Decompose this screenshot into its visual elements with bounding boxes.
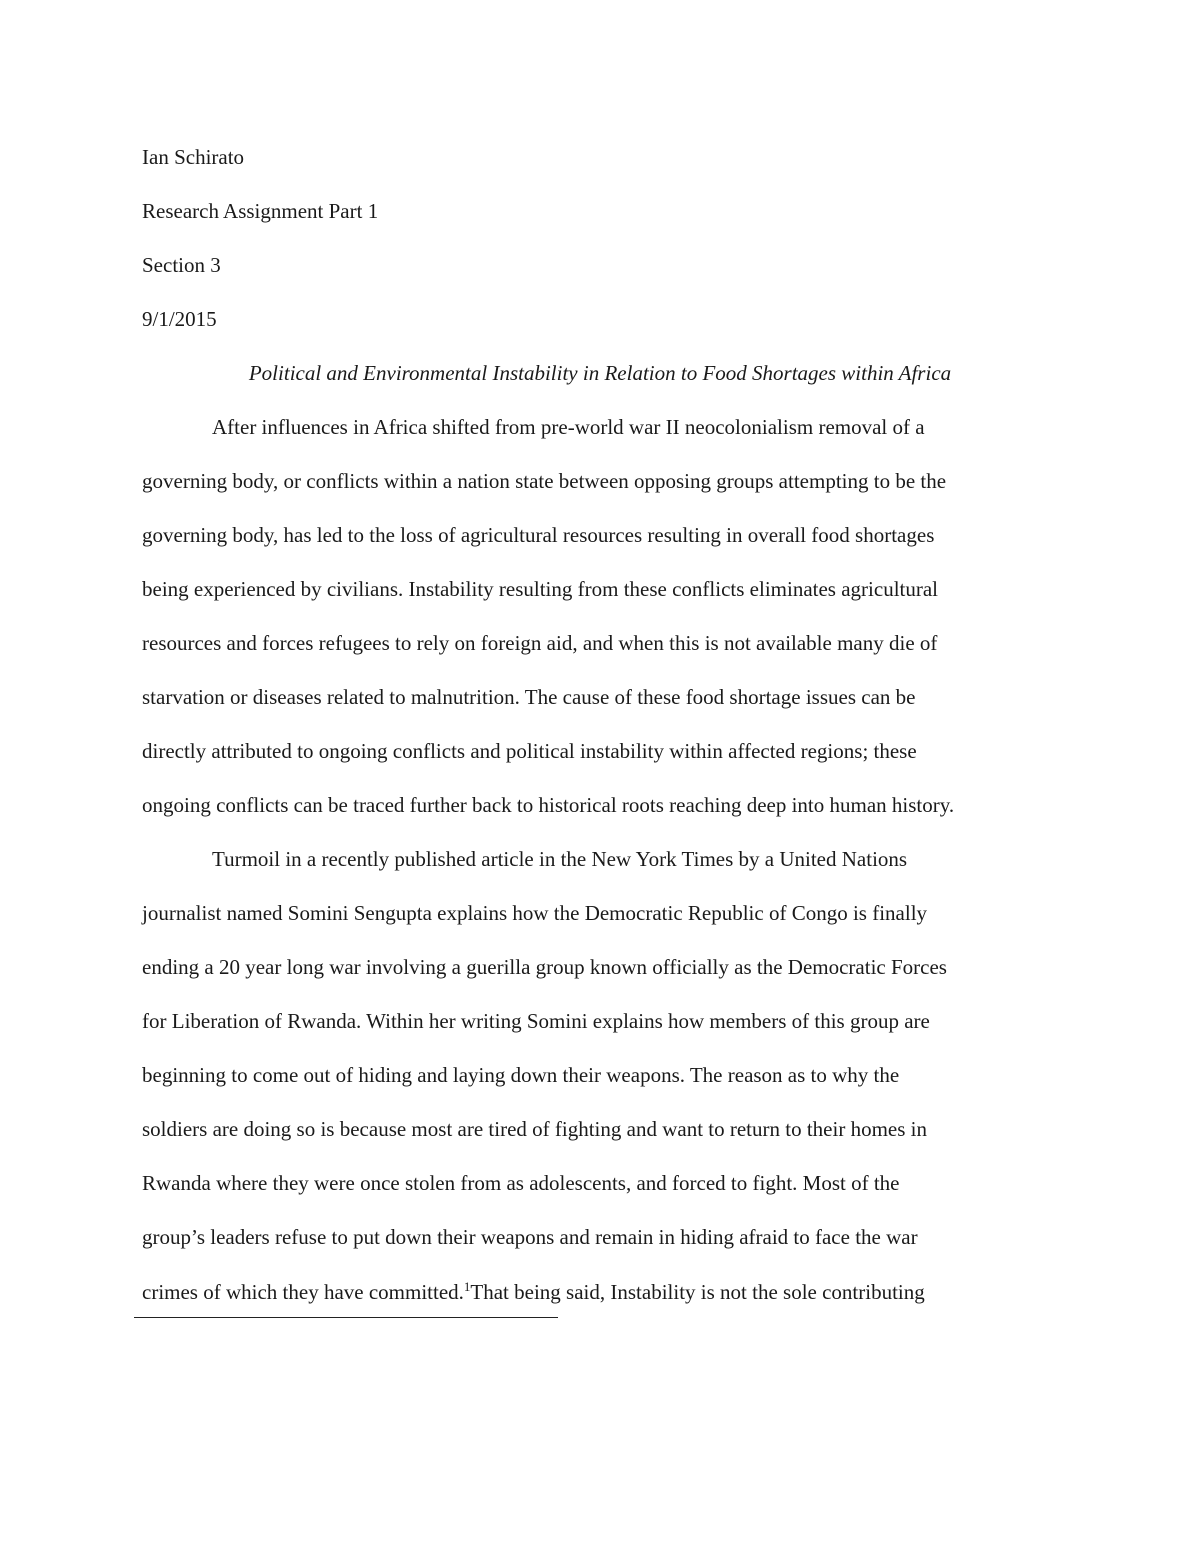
essay-title: Political and Environmental Instability in Relation to Food Shortages within Africa — [248, 361, 952, 385]
paragraph-line: Rwanda where they were once stolen from as adolescents, and forced to fight. Most of the — [142, 1171, 900, 1195]
paragraph-line: beginning to come out of hiding and laying down their weapons. The reason as to why the — [142, 1063, 900, 1087]
assignment-date: 9/1/2015 — [142, 307, 217, 331]
paragraph-line: group’s leaders refuse to put down their weapons and remain in hiding afraid to face the war — [142, 1225, 918, 1249]
paragraph-line: ending a 20 year long war involving a guerilla group known officially as the Democratic Forces — [142, 955, 947, 979]
paragraph-line: Turmoil in a recently published article in the New York Times by a United Nations — [212, 847, 908, 871]
paragraph-line-with-footnote — [142, 1279, 925, 1305]
paragraph-line: soldiers are doing so is because most are tired of fighting and want to return to their homes in — [142, 1117, 927, 1141]
paragraph-line: being experienced by civilians. Instability resulting from these conflicts eliminates agricultural — [142, 577, 939, 601]
assignment-title: Research Assignment Part 1 — [142, 199, 379, 223]
paragraph-line: ongoing conflicts can be traced further back to historical roots reaching deep into human history. — [142, 793, 955, 817]
paragraph-line: governing body, has led to the loss of agricultural resources resulting in overall food shortages — [142, 523, 935, 547]
paragraph-line: for Liberation of Rwanda. Within her writing Somini explains how members of this group are — [142, 1009, 930, 1033]
footnote-separator — [134, 1317, 558, 1318]
line-text-after: That being said, Instability is not the sole contributing — [470, 1280, 925, 1304]
footnote-reference[interactable]: 1 — [463, 1279, 471, 1294]
paragraph-line: After influences in Africa shifted from pre-world war II neocolonialism removal of a — [212, 415, 925, 439]
paragraph-line: starvation or diseases related to malnutrition. The cause of these food shortage issues can be — [142, 685, 916, 709]
author-name: Ian Schirato — [142, 145, 245, 169]
paragraph-line: governing body, or conflicts within a nation state between opposing groups attempting to be the — [142, 469, 947, 493]
paragraph-line: resources and forces refugees to rely on foreign aid, and when this is not available many die of — [142, 631, 938, 655]
paragraph-line: directly attributed to ongoing conflicts and political instability within affected regions; these — [142, 739, 917, 763]
paragraph-line: journalist named Somini Sengupta explains how the Democratic Republic of Congo is finally — [142, 901, 928, 925]
line-text-before: crimes of which they have committed. — [142, 1280, 464, 1304]
section-number: Section 3 — [142, 253, 221, 277]
